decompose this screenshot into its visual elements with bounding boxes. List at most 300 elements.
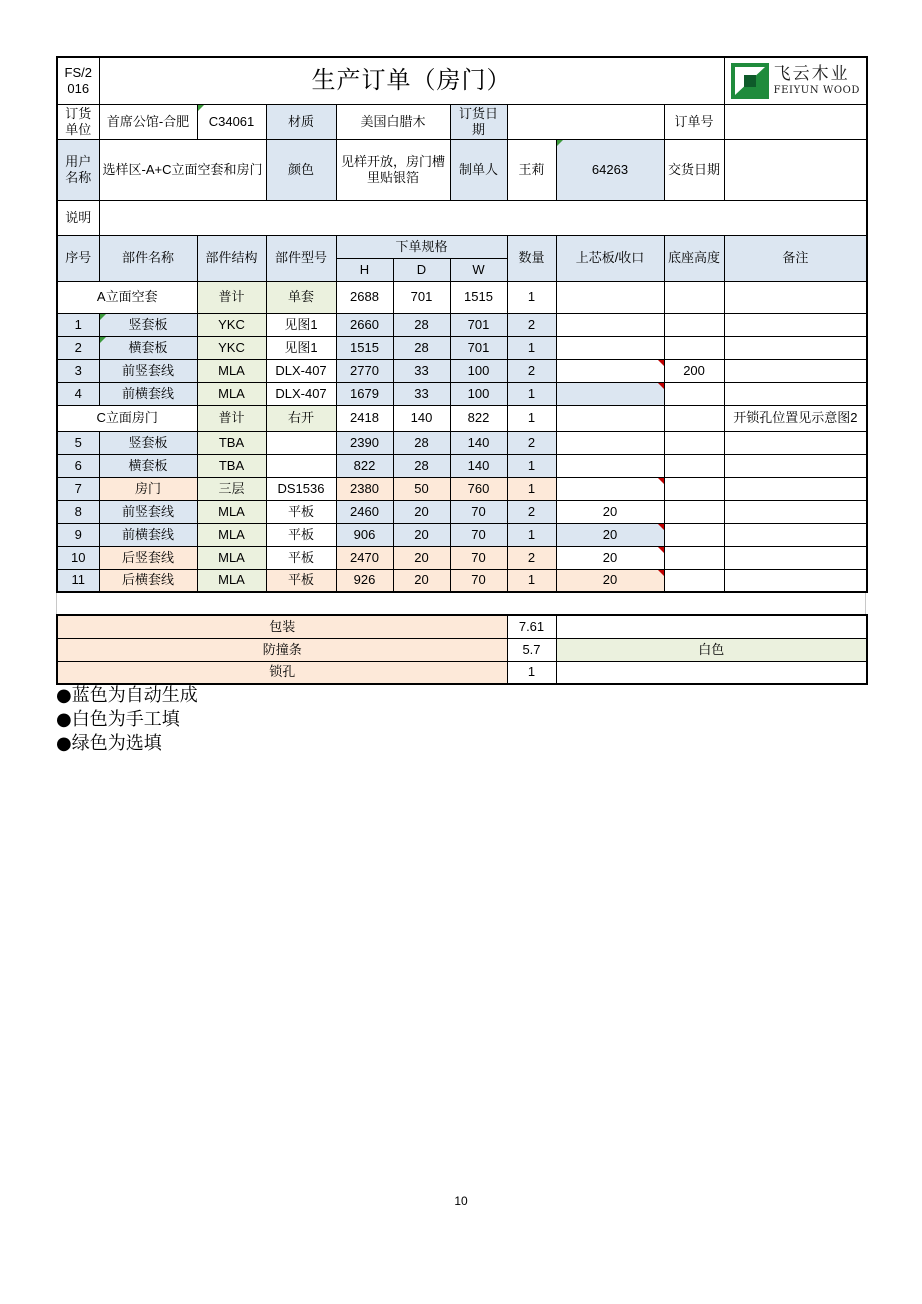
remark-row <box>57 200 867 235</box>
cell-text: 20 <box>602 526 618 542</box>
cell-d <box>393 281 450 313</box>
item-row <box>57 569 867 592</box>
summary-extra: 白色 <box>556 638 867 661</box>
col-header-d: D <box>393 258 450 281</box>
cell-part-name <box>99 523 197 546</box>
customer-value: 选样区-A+C立面空套和房门 <box>99 139 266 200</box>
cell-text: 701 <box>410 289 433 304</box>
order-header <box>57 57 867 281</box>
cell-text: 50 <box>414 480 429 496</box>
cell-panel <box>556 382 664 405</box>
maker-code-text: 64263 <box>591 161 629 177</box>
cell-base-height <box>664 569 724 592</box>
cell-no <box>57 313 99 336</box>
cell-no <box>57 382 99 405</box>
cell-text: 2390 <box>350 434 379 450</box>
cell-remark <box>724 336 867 359</box>
cell-text: 前竖套线 <box>121 503 174 519</box>
table-spacer <box>56 593 866 614</box>
cell-text: TBA <box>218 457 245 473</box>
cell-remark <box>724 382 867 405</box>
cell-part-name <box>99 569 197 592</box>
summary-label: 包装 <box>57 615 507 638</box>
item-rows <box>57 281 867 592</box>
cell-qty <box>507 569 556 592</box>
order-unit-label: 订货单位 <box>57 104 99 139</box>
cell-text: 33 <box>414 385 429 401</box>
cell-text: 822 <box>353 457 376 473</box>
cell-base-height <box>664 336 724 359</box>
cell-text: MLA <box>218 385 245 401</box>
remark-label: 说明 <box>57 200 99 235</box>
cell-text: 20 <box>602 503 618 519</box>
maker-value: 王莉 <box>507 139 556 200</box>
cell-model <box>266 313 336 336</box>
summary-table <box>56 614 868 685</box>
cell-text: 100 <box>467 385 490 401</box>
summary-value: 5.7 <box>507 638 556 661</box>
cell-structure <box>197 281 266 313</box>
cell-h <box>336 523 393 546</box>
cell-d <box>393 477 450 500</box>
cell-text: 20 <box>414 549 429 565</box>
cell-structure <box>197 523 266 546</box>
cell-text: DLX-407 <box>275 362 327 378</box>
cell-no <box>57 523 99 546</box>
color-legend <box>56 684 198 756</box>
cell-structure <box>197 359 266 382</box>
cell-text: 10 <box>71 549 86 565</box>
cell-panel <box>556 454 664 477</box>
cell-d <box>393 500 450 523</box>
col-header-no: 序号 <box>57 235 99 281</box>
cell-text: 2770 <box>350 362 379 378</box>
cell-text: YKC <box>218 316 245 332</box>
cell-remark <box>724 546 867 569</box>
cell-text: MLA <box>218 572 245 588</box>
cell-text: MLA <box>218 503 245 519</box>
logo-text <box>774 64 860 97</box>
summary-extra <box>556 661 867 684</box>
cell-base-height <box>664 382 724 405</box>
cell-base-height <box>664 281 724 313</box>
customer-row <box>57 139 867 200</box>
summary-row-bumper-strip <box>57 638 867 661</box>
cell-text: 20 <box>414 503 429 519</box>
cell-base-height <box>664 546 724 569</box>
cell-qty <box>507 313 556 336</box>
cell-text: YKC <box>218 339 245 355</box>
cell-panel <box>556 500 664 523</box>
cell-base-height <box>664 523 724 546</box>
summary-value: 7.61 <box>507 615 556 638</box>
item-row <box>57 382 867 405</box>
item-row <box>57 313 867 336</box>
cell-part-name <box>99 546 197 569</box>
cell-text: 普计 <box>218 289 245 304</box>
cell-qty <box>507 405 556 431</box>
cell-no <box>57 546 99 569</box>
cell-text: 2 <box>527 503 536 519</box>
cell-qty <box>507 523 556 546</box>
col-header-remark: 备注 <box>724 235 867 281</box>
comment-marker <box>198 105 204 111</box>
cell-qty <box>507 477 556 500</box>
cell-text: 横套板 <box>128 339 168 355</box>
cell-text: 平板 <box>287 526 314 542</box>
cell-group-label <box>57 281 197 313</box>
cell-text: 1 <box>527 457 536 473</box>
cell-text: 5 <box>74 434 82 450</box>
cell-text: 20 <box>602 549 618 565</box>
col-header-base-height: 底座高度 <box>664 235 724 281</box>
cell-qty <box>507 431 556 454</box>
cell-text: 2 <box>527 362 536 378</box>
cell-qty <box>507 281 556 313</box>
cell-text: 200 <box>683 362 705 378</box>
cell-structure <box>197 313 266 336</box>
cell-text: 后横套线 <box>121 572 174 588</box>
cell-text: 28 <box>414 434 429 450</box>
cell-text: A立面空套 <box>96 289 158 304</box>
cell-w <box>450 500 507 523</box>
cell-text: 822 <box>467 410 490 425</box>
cell-text: 7 <box>74 480 82 496</box>
cell-structure <box>197 336 266 359</box>
col-header-qty: 数量 <box>507 235 556 281</box>
cell-text: 70 <box>471 549 486 565</box>
title-row <box>57 57 867 104</box>
cell-text: 140 <box>467 457 490 473</box>
cell-no <box>57 336 99 359</box>
order-date-label: 订货日期 <box>450 104 507 139</box>
item-row <box>57 546 867 569</box>
cell-h <box>336 500 393 523</box>
cell-qty <box>507 382 556 405</box>
cell-no <box>57 454 99 477</box>
col-header-w: W <box>450 258 507 281</box>
cell-d <box>393 546 450 569</box>
cell-qty <box>507 500 556 523</box>
cell-text: 1515 <box>350 339 379 355</box>
production-order-table <box>56 56 868 593</box>
item-row <box>57 336 867 359</box>
cell-w <box>450 569 507 592</box>
logo <box>725 58 867 103</box>
cell-text: 1515 <box>464 289 493 304</box>
cell-text: 见图1 <box>284 339 318 355</box>
col-header-model: 部件型号 <box>266 235 336 281</box>
cell-text: 竖套板 <box>128 434 168 450</box>
cell-w <box>450 336 507 359</box>
cell-text: 9 <box>74 526 82 542</box>
cell-text: 1 <box>74 316 82 332</box>
cell-text: MLA <box>218 549 245 565</box>
cell-text: 2660 <box>350 316 379 332</box>
cell-structure <box>197 546 266 569</box>
summary-row-packaging <box>57 615 867 638</box>
order-number-label: 订单号 <box>664 104 724 139</box>
cell-panel <box>556 431 664 454</box>
item-row <box>57 431 867 454</box>
cell-text: 房门 <box>134 480 161 496</box>
cell-structure <box>197 431 266 454</box>
summary-label: 防撞条 <box>57 638 507 661</box>
cell-structure <box>197 500 266 523</box>
flag-marker <box>658 570 664 576</box>
cell-d <box>393 454 450 477</box>
cell-remark <box>724 313 867 336</box>
cell-h <box>336 281 393 313</box>
cell-text: 6 <box>74 457 82 473</box>
order-unit-value: 首席公馆-合肥 <box>99 104 197 139</box>
cell-text: 926 <box>353 572 376 588</box>
group-row <box>57 281 867 313</box>
cell-text: 28 <box>414 316 429 332</box>
cell-text: 1 <box>527 410 536 425</box>
cell-w <box>450 477 507 500</box>
cell-remark <box>724 359 867 382</box>
logo-mark-icon <box>731 63 769 99</box>
cell-base-height <box>664 431 724 454</box>
cell-d <box>393 431 450 454</box>
cell-text: 4 <box>74 385 82 401</box>
material-label: 材质 <box>266 104 336 139</box>
cell-panel <box>556 336 664 359</box>
cell-base-height <box>664 313 724 336</box>
cell-model <box>266 500 336 523</box>
cell-panel <box>556 405 664 431</box>
cell-no <box>57 359 99 382</box>
col-header-spec: 下单规格 <box>336 235 507 258</box>
cell-part-name <box>99 500 197 523</box>
cell-d <box>393 405 450 431</box>
cell-panel <box>556 523 664 546</box>
logo-name-cn: 飞云木业 <box>773 64 850 84</box>
cell-text: 2688 <box>350 289 379 304</box>
cell-d <box>393 313 450 336</box>
cell-text: 140 <box>467 434 490 450</box>
cell-base-height <box>664 477 724 500</box>
order-number-value <box>724 104 867 139</box>
cell-text: 2418 <box>350 410 379 425</box>
comment-marker <box>100 337 106 343</box>
cell-panel <box>556 281 664 313</box>
cell-model <box>266 431 336 454</box>
cell-remark <box>724 405 867 431</box>
cell-w <box>450 313 507 336</box>
cell-text: 2460 <box>350 503 379 519</box>
page-title: 生产订单（房门） <box>99 57 724 104</box>
cell-text: MLA <box>218 362 245 378</box>
cell-panel <box>556 313 664 336</box>
cell-h <box>336 336 393 359</box>
cell-part-name <box>99 382 197 405</box>
col-header-panel: 上芯板/收口 <box>556 235 664 281</box>
legend-item-white: ●白色为手工填 <box>56 709 180 730</box>
cell-h <box>336 313 393 336</box>
cell-text: 2 <box>527 434 536 450</box>
cell-text: 2 <box>527 549 536 565</box>
remark-value <box>99 200 867 235</box>
cell-text: 20 <box>602 572 618 588</box>
cell-w <box>450 431 507 454</box>
cell-h <box>336 431 393 454</box>
col-header-structure: 部件结构 <box>197 235 266 281</box>
cell-base-height <box>664 500 724 523</box>
cell-text: 1 <box>527 385 536 401</box>
cell-w <box>450 405 507 431</box>
cell-no <box>57 431 99 454</box>
cell-text: MLA <box>218 526 245 542</box>
flag-marker <box>658 547 664 553</box>
flag-marker <box>658 383 664 389</box>
cell-text: DS1536 <box>277 480 325 496</box>
cell-part-name <box>99 313 197 336</box>
cell-d <box>393 336 450 359</box>
cell-text: 后竖套线 <box>121 549 174 565</box>
cell-h <box>336 382 393 405</box>
order-unit-code <box>197 104 266 139</box>
legend-item-blue: ●蓝色为自动生成 <box>56 685 198 706</box>
summary-label: 锁孔 <box>57 661 507 684</box>
cell-remark <box>724 477 867 500</box>
cell-text: 701 <box>467 339 490 355</box>
flag-marker <box>658 524 664 530</box>
cell-remark <box>724 500 867 523</box>
item-row <box>57 477 867 500</box>
cell-w <box>450 281 507 313</box>
cell-text: 20 <box>414 572 429 588</box>
col-header-h: H <box>336 258 393 281</box>
cell-text: 竖套板 <box>128 316 168 332</box>
cell-h <box>336 569 393 592</box>
cell-part-name <box>99 477 197 500</box>
cell-d <box>393 359 450 382</box>
cell-text: 28 <box>414 457 429 473</box>
cell-text: 1 <box>527 526 536 542</box>
cell-model <box>266 382 336 405</box>
cell-text: 右开 <box>287 410 314 425</box>
cell-panel <box>556 569 664 592</box>
cell-base-height <box>664 359 724 382</box>
cell-text: 2470 <box>350 549 379 565</box>
cell-h <box>336 454 393 477</box>
cell-text: 70 <box>471 572 486 588</box>
cell-structure <box>197 454 266 477</box>
cell-text: 20 <box>414 526 429 542</box>
cell-text: 前横套线 <box>121 385 174 401</box>
cell-text: 前竖套线 <box>121 362 174 378</box>
color-label: 颜色 <box>266 139 336 200</box>
cell-h <box>336 546 393 569</box>
item-row <box>57 359 867 382</box>
cell-h <box>336 405 393 431</box>
cell-part-name <box>99 454 197 477</box>
cell-remark <box>724 281 867 313</box>
logo-name-en: FEIYUN WOOD <box>773 85 861 97</box>
delivery-date-value <box>724 139 867 200</box>
cell-part-name <box>99 336 197 359</box>
cell-model <box>266 523 336 546</box>
cell-remark <box>724 431 867 454</box>
cell-text: 140 <box>410 410 433 425</box>
cell-h <box>336 477 393 500</box>
cell-text: 8 <box>74 503 82 519</box>
cell-model <box>266 569 336 592</box>
order-unit-code-text: C34061 <box>208 113 255 129</box>
cell-text: 单套 <box>287 289 314 304</box>
logo-mark-core <box>744 75 756 87</box>
cell-text: 2 <box>74 339 82 355</box>
cell-text: 平板 <box>287 572 314 588</box>
cell-text: 70 <box>471 503 486 519</box>
flag-marker <box>658 360 664 366</box>
delivery-date-label: 交货日期 <box>664 139 724 200</box>
summary-row-lock-hole <box>57 661 867 684</box>
legend-item-green: ●绿色为选填 <box>56 733 162 754</box>
cell-w <box>450 546 507 569</box>
cell-structure <box>197 382 266 405</box>
cell-text: 2 <box>527 316 536 332</box>
comment-marker <box>557 140 563 146</box>
cell-qty <box>507 359 556 382</box>
order-date-value <box>507 104 664 139</box>
cell-text: 见图1 <box>284 316 318 332</box>
cell-no <box>57 477 99 500</box>
col-header-part-name: 部件名称 <box>99 235 197 281</box>
cell-text: 28 <box>414 339 429 355</box>
cell-remark <box>724 569 867 592</box>
cell-w <box>450 382 507 405</box>
cell-panel <box>556 477 664 500</box>
item-row <box>57 523 867 546</box>
cell-d <box>393 523 450 546</box>
cell-text: 701 <box>467 316 490 332</box>
cell-qty <box>507 336 556 359</box>
item-row <box>57 454 867 477</box>
cell-text: 横套板 <box>128 457 168 473</box>
cell-text: 760 <box>467 480 490 496</box>
cell-text: 1 <box>527 480 536 496</box>
cell-qty <box>507 454 556 477</box>
cell-panel <box>556 359 664 382</box>
group-row <box>57 405 867 431</box>
cell-model <box>266 359 336 382</box>
cell-text: C立面房门 <box>96 410 158 425</box>
cell-text: 906 <box>353 526 376 542</box>
cell-text: 前横套线 <box>121 526 174 542</box>
cell-text: 33 <box>414 362 429 378</box>
column-header-row <box>57 235 867 258</box>
cell-part-name <box>99 431 197 454</box>
order-unit-row <box>57 104 867 139</box>
comment-marker <box>100 314 106 320</box>
cell-model <box>266 281 336 313</box>
cell-structure <box>197 477 266 500</box>
material-value: 美国白腊木 <box>336 104 450 139</box>
cell-w <box>450 454 507 477</box>
cell-text: 2380 <box>350 480 379 496</box>
cell-text: 11 <box>71 572 85 588</box>
maker-label: 制单人 <box>450 139 507 200</box>
cell-text: 70 <box>471 526 486 542</box>
cell-text: 100 <box>467 362 490 378</box>
cell-text: 1679 <box>350 385 379 401</box>
cell-w <box>450 359 507 382</box>
cell-model <box>266 454 336 477</box>
form-code: FS/2016 <box>57 57 99 104</box>
